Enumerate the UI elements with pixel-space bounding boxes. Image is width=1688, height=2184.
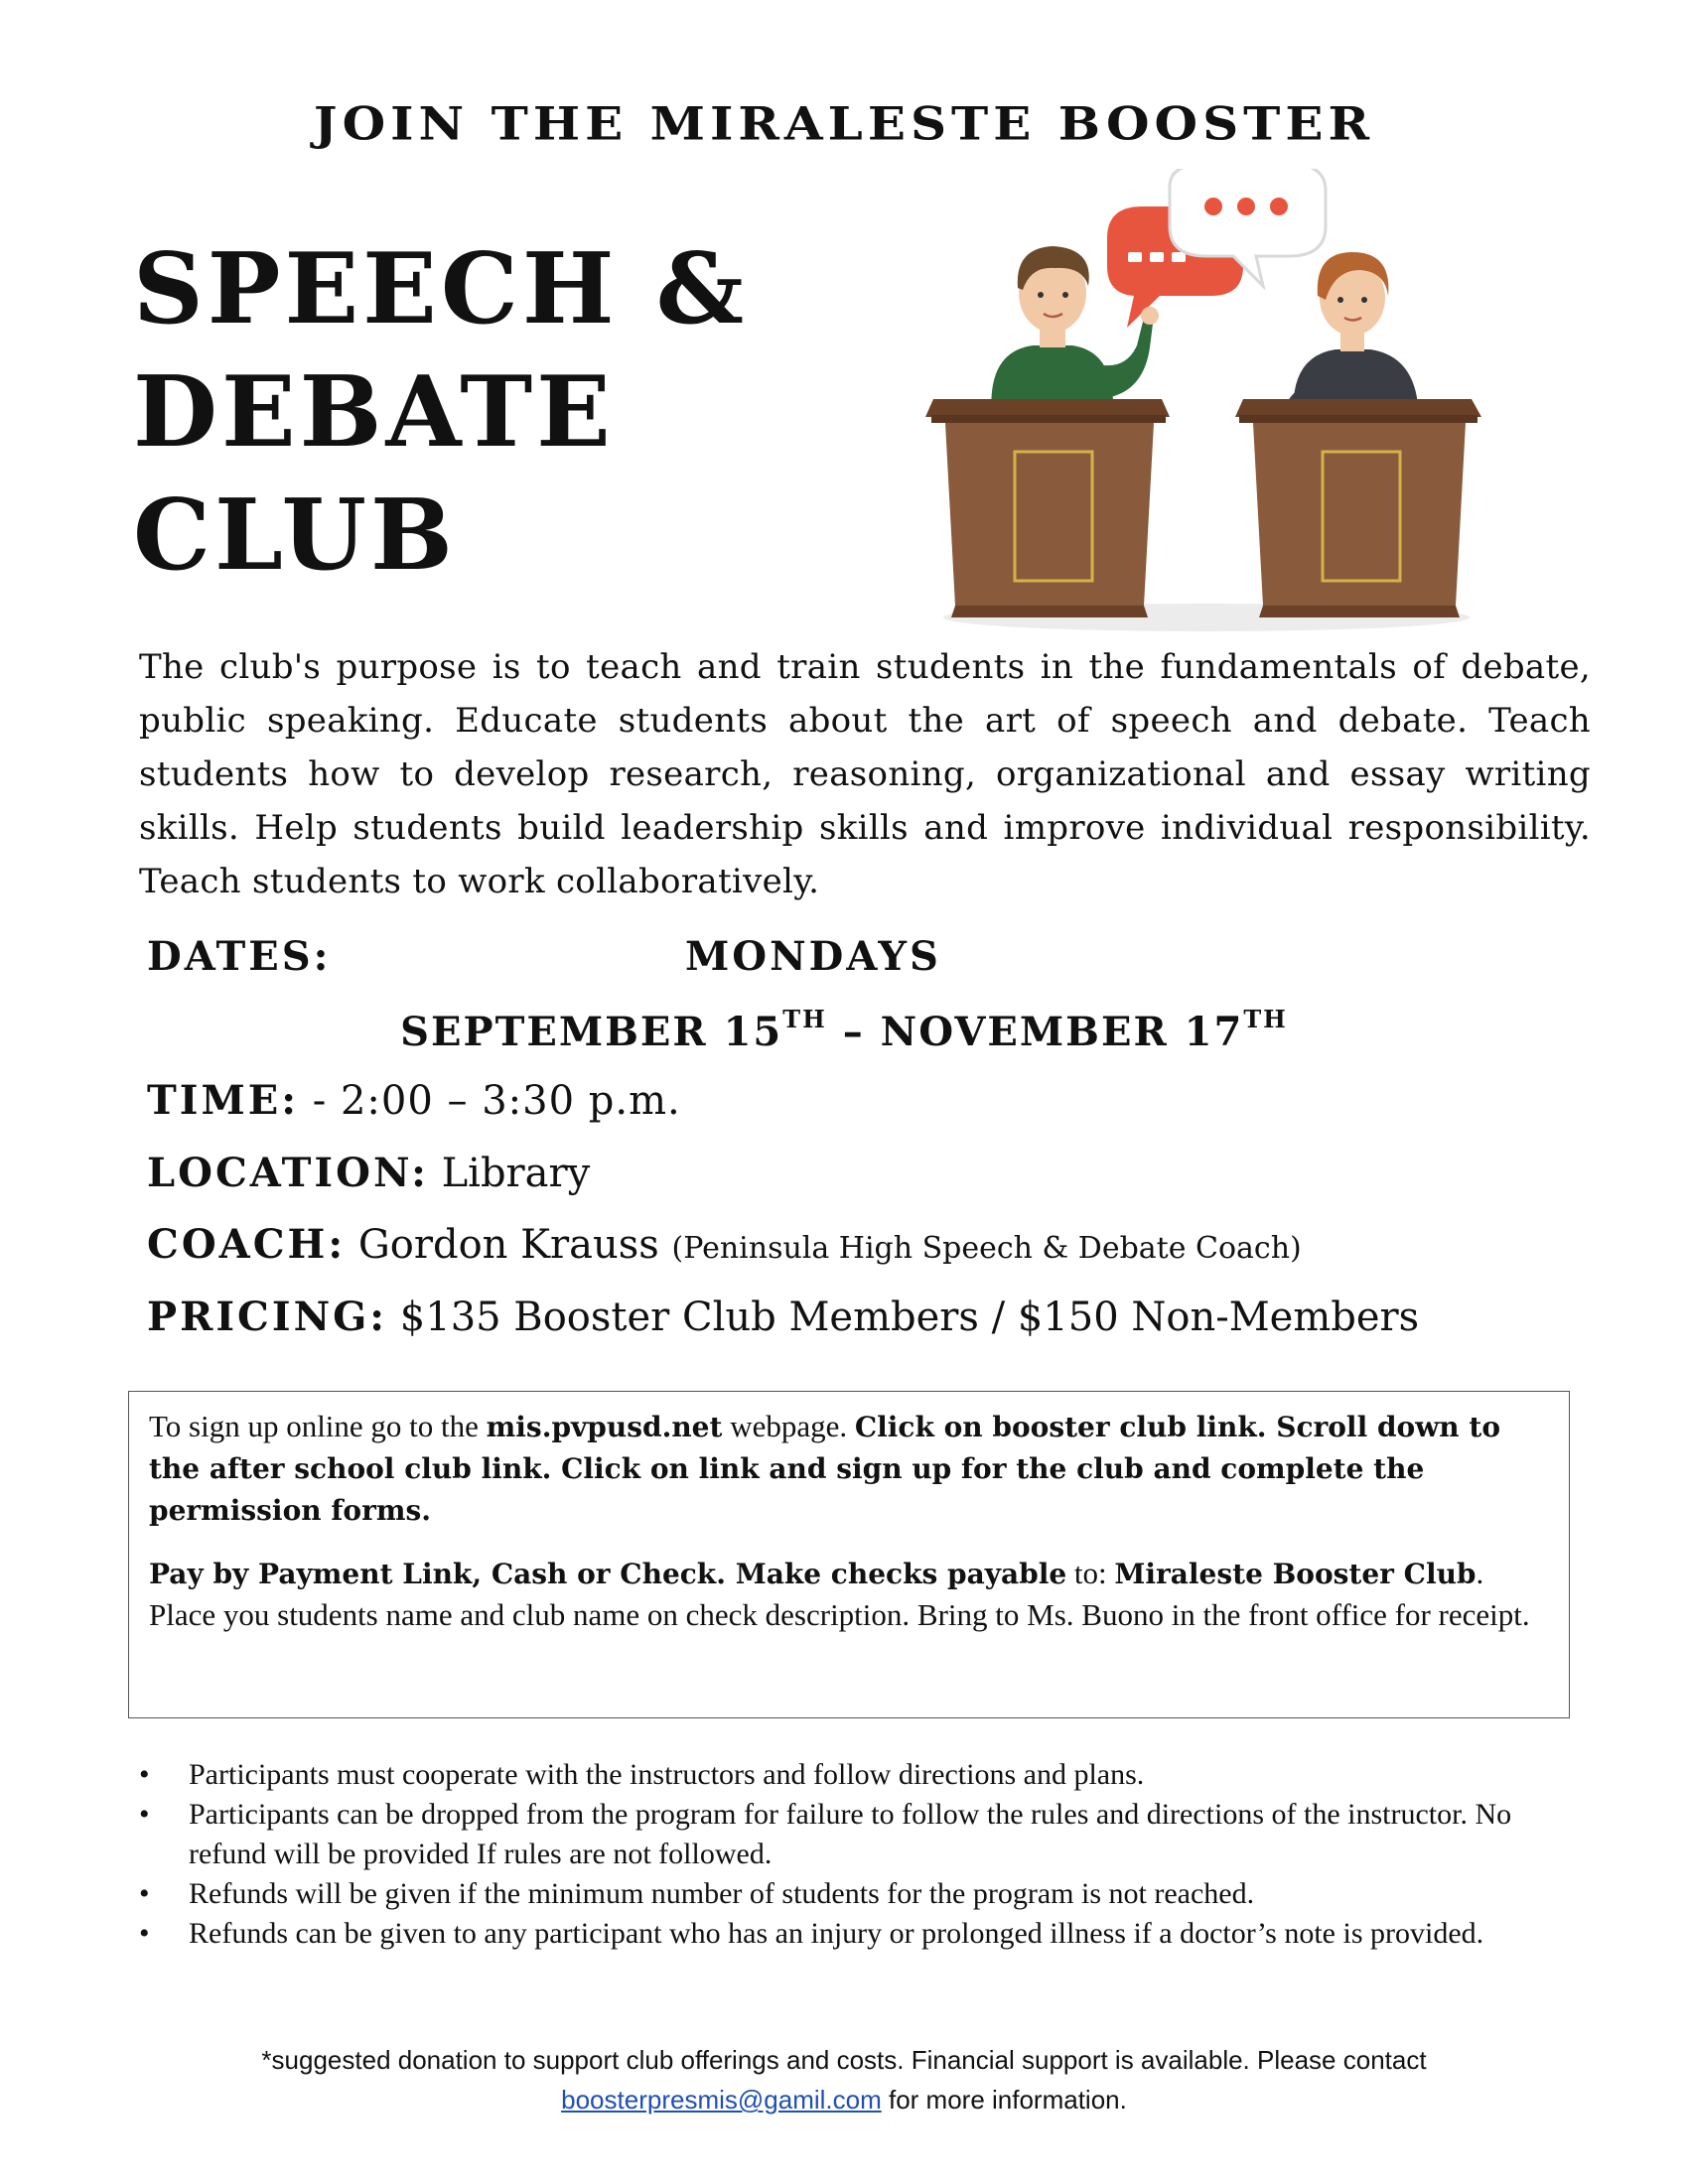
coach-note: (Peninsula High Speech & Debate Coach) [671, 1231, 1302, 1266]
location-value: Library [428, 1151, 591, 1196]
club-title-line: DEBATE [133, 355, 615, 470]
speech-bubble-icon [1107, 169, 1326, 328]
coach-line [147, 1221, 1302, 1268]
kicker-heading: JOIN THE MIRALESTE BOOSTER [313, 96, 1375, 151]
pricing-value: $135 Booster Club Members / $150 Non-Members [387, 1295, 1420, 1340]
location-label: LOCATION: [147, 1150, 429, 1196]
club-title-line: SPEECH & [133, 232, 749, 346]
time-label: TIME: [147, 1077, 300, 1124]
footer-note [0, 2040, 1688, 2119]
rule-text: Refunds can be given to any participant who has an injury or prolonged illness if a doctor’s note is provided. [189, 1917, 1484, 1950]
rule-text: Participants can be dropped from the program for failure to follow the rules and directions of the instructor. No refund will be provided If rules are not followed. [189, 1798, 1512, 1870]
list-item [139, 1795, 1569, 1874]
contact-text: for more information. [881, 2085, 1127, 2115]
club-title-line: CLUB [133, 478, 457, 593]
contact-email-link[interactable]: boosterpresmis@gamil.com [561, 2085, 882, 2115]
debaters-illustration [923, 169, 1489, 635]
rules-list [139, 1755, 1569, 1954]
time-line [147, 1077, 681, 1124]
end-date: NOVEMBER 17 [880, 1009, 1244, 1055]
bullet-icon: • [139, 1758, 150, 1791]
list-item [139, 1874, 1569, 1914]
club-purpose-paragraph: The club's purpose is to teach and train students in the fundamentals of debate, public speaking. Educate students about the art of speech and debate. Teach students how to develop research, reasoning, organizational and essay writing skills. Help students build leadership skills and improve individual responsibility. Teach students to work collaboratively. [139, 647, 1591, 901]
pricing-line [147, 1294, 1419, 1340]
coach-label: COACH: [147, 1221, 347, 1268]
time-value: - 2:00 – 3:30 p.m. [299, 1078, 681, 1124]
right-podium [1235, 399, 1481, 617]
pricing-label: PRICING: [147, 1294, 388, 1340]
payment-text: . Place you students name and club name on check description. Bring to Ms. Buono in the front office for receipt. [149, 1556, 1530, 1632]
end-date-suffix: TH [1243, 1005, 1288, 1033]
list-item [139, 1914, 1569, 1954]
rule-text: Participants must cooperate with the instructors and follow directions and plans. [189, 1758, 1145, 1791]
signup-steps: Click on booster club link. Scroll down to the after school club link. Click on link and sign up for the club and complete the permission forms. [149, 1411, 1501, 1527]
signup-paragraph [149, 1406, 1549, 1531]
contact-line [0, 2080, 1688, 2119]
date-separator: – [826, 1009, 881, 1055]
signup-instructions-box [128, 1391, 1570, 1718]
payment-text: to: [1066, 1556, 1115, 1590]
coach-name: Gordon Krauss [346, 1222, 672, 1268]
signup-text: To sign up online go to the [149, 1409, 487, 1443]
dates-label: DATES: [147, 933, 332, 980]
location-line [147, 1150, 590, 1196]
start-date-suffix: TH [782, 1005, 827, 1033]
dates-day: MONDAYS [685, 933, 941, 980]
donation-note: *suggested donation to support club offerings and costs. Financial support is available. Please contact [261, 2045, 1427, 2075]
list-item [139, 1755, 1569, 1795]
school-website-link[interactable]: mis.pvpusd.net [486, 1411, 723, 1443]
payee-name: Miraleste Booster Club [1114, 1558, 1477, 1590]
rule-text: Refunds will be given if the minimum number of students for the program is not reached. [189, 1877, 1255, 1910]
bullet-icon: • [139, 1877, 150, 1910]
bullet-icon: • [139, 1917, 150, 1950]
left-podium [925, 399, 1170, 617]
bullet-icon: • [139, 1798, 150, 1831]
club-title [133, 228, 947, 598]
signup-text: webpage. [722, 1409, 855, 1443]
date-range [0, 1005, 1688, 1055]
payment-paragraph [149, 1553, 1549, 1635]
payment-methods: Pay by Payment Link, Cash or Check. Make checks payable [149, 1558, 1067, 1590]
start-date: SEPTEMBER 15 [400, 1009, 783, 1055]
